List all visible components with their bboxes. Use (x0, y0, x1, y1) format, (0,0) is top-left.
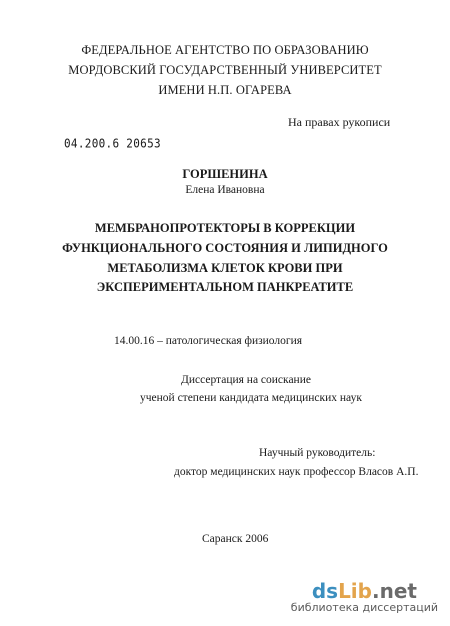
dslib-logo[interactable] (291, 581, 438, 614)
logo-wordmark: dsLib.net (311, 579, 417, 603)
supervisor-name: доктор медицинских наук профессор Власов А.П. (174, 466, 419, 478)
manuscript-rights: На правах рукописи (288, 115, 391, 129)
dissertation-line-2: ученой степени кандидата медицинских наук (140, 392, 362, 404)
registration-stamp: 04.200.6 20653 (64, 136, 161, 151)
institution-line-3: ИМЕНИ Н.П. ОГАРЕВА (158, 83, 292, 97)
title-line-4: ЭКСПЕРИМЕНТАЛЬНОМ ПАНКРЕАТИТЕ (96, 280, 354, 294)
logo-subtitle: библиотека диссертаций (290, 601, 438, 614)
institution-line-2: МОРДОВСКИЙ ГОСУДАРСТВЕННЫЙ УНИВЕРСИТЕТ (68, 63, 382, 77)
title-line-2: ФУНКЦИОНАЛЬНОГО СОСТОЯНИЯ И ЛИПИДНОГО (62, 241, 388, 255)
city-year: Саранск 2006 (202, 533, 269, 545)
dissertation-line-1: Диссертация на соискание (181, 374, 311, 386)
specialty: 14.00.16 – патологическая физиология (114, 335, 303, 347)
author-surname: ГОРШЕНИНА (182, 167, 268, 181)
institution-line-1: ФЕДЕРАЛЬНОЕ АГЕНТСТВО ПО ОБРАЗОВАНИЮ (81, 43, 369, 57)
title-line-1: МЕМБРАНОПРОТЕКТОРЫ В КОРРЕКЦИИ (94, 221, 356, 235)
author-name: Елена Ивановна (185, 184, 265, 196)
supervisor-label: Научный руководитель: (259, 447, 376, 459)
title-line-3: МЕТАБОЛИЗМА КЛЕТОК КРОВИ ПРИ (107, 261, 343, 275)
